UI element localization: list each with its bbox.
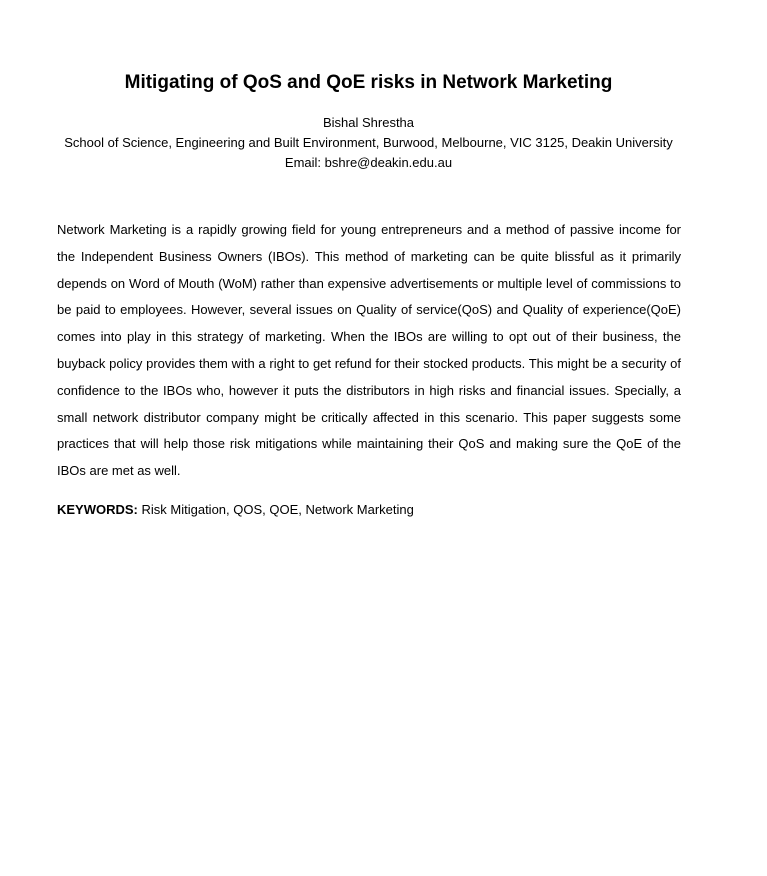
keywords-line [57,499,681,521]
author-affiliation: School of Science, Engineering and Built Environment, Burwood, Melbourne, VIC 3125, Deakin University [64,135,673,150]
author-block [40,113,697,173]
keywords-label: KEYWORDS: [57,502,138,517]
abstract-text: Network Marketing is a rapidly growing field for young entrepreneurs and a method of passive income for the Independent Business Owners (IBOs). This method of marketing can be quite blissful as it primarily depends on Word of Mouth (WoM) rather than expensive advertisements or multiple level of commissions to be paid to employees. However, several issues on Quality of service(QoS) and Quality of experience(QoE) comes into play in this strategy of marketing. When the IBOs are willing to opt out of their business, the buyback policy provides them with a right to get refund for their stocked products. This might be a security of confidence to the IBOs who, however it puts the distributors in high risks and financial issues. Specially, a small network distributor company might be critically affected in this scenario. This paper suggests some practices that will help those risk mitigations while maintaining their QoS and making sure the QoE of the IBOs are met as well. [57,222,681,479]
author-name: Bishal Shrestha [322,115,415,130]
paper-title: Mitigating of QoS and QoE risks in Network Marketing [124,72,613,93]
author-email: Email: bshre@deakin.edu.au [284,155,453,170]
keywords-text: Risk Mitigation, QOS, QOE, Network Marketing [137,502,414,517]
